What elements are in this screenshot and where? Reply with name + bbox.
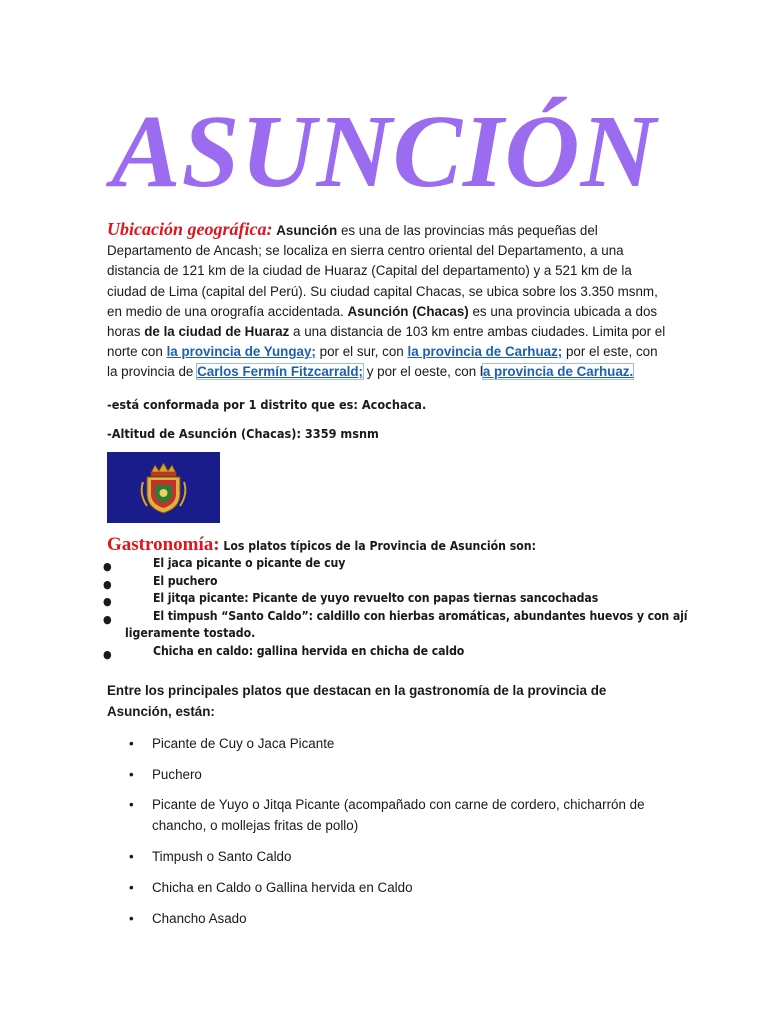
gastronomia-heading: Gastronomía: (107, 534, 220, 555)
link-carlos-fermin-fitzcarrald[interactable]: Carlos Fermín Fitzcarrald; (197, 364, 364, 380)
ubicacion-text-4: es una provincia ubicada a dos horas (107, 303, 658, 340)
link-provincia-carhuaz[interactable]: la provincia de Carhuaz; (407, 344, 563, 360)
gastronomia-item-text: El puchero (153, 573, 218, 588)
ubicacion-text-8: por el este, con la provincia de (107, 344, 658, 380)
bullet-icon: ● (103, 612, 112, 626)
bullet-icon: • (129, 767, 134, 782)
ubicacion-text-1: Asunción (276, 223, 338, 238)
list-item (0, 591, 768, 609)
altitud-line: -Altitud de Asunción (Chacas): 3359 msnm (107, 426, 379, 441)
principales-item-text: Chancho Asado (152, 911, 247, 926)
link-provincia-yungay[interactable]: la provincia de Yungay; (166, 344, 316, 360)
ubicacion-text-5: de la ciudad de Huaraz (144, 324, 290, 340)
list-item (0, 644, 768, 662)
gastronomia-item-text: El jitqa picante: Picante de yuyo revuelto con papas tiernas sancochadas (153, 591, 599, 605)
coat-of-arms-icon (107, 452, 220, 523)
link-provincia-carhuaz-oeste[interactable]: a provincia de Carhuaz. (482, 364, 634, 380)
bullet-icon: ● (103, 647, 112, 661)
ubicacion-text-7: por el sur, con (315, 344, 408, 360)
distrito-line: -está conformada por 1 distrito que es: Acochaca. (107, 397, 427, 412)
ubicacion-text-6: a una distancia de 103 km entre ambas ciudades. Limita por el norte con (107, 324, 666, 360)
gastronomia-item-continuation: ligeramente tostado. (125, 625, 256, 640)
bullet-icon: ● (103, 560, 112, 573)
gastronomia-item-text: Chicha en caldo: gallina hervida en chicha de caldo (153, 643, 465, 658)
list-item (0, 556, 768, 574)
bullet-icon: • (129, 797, 134, 812)
list-item (0, 609, 768, 644)
principales-item-text: Chicha en Caldo o Gallina hervida en Caldo (152, 880, 413, 895)
bullet-icon: • (129, 849, 134, 864)
principales-item-text: Picante de Yuyo o Jitqa Picante (acompañado con carne de cordero, chicharrón de chancho, o mollejas fritas de pollo) (152, 797, 645, 833)
principales-intro: Entre los principales platos que destacan en la gastronomía de la provincia de Asunción, están: (107, 683, 607, 719)
bullet-icon: • (129, 880, 134, 895)
gastronomia-item-text: El timpush “Santo Caldo”: caldillo con hierbas aromáticas, abundantes huevos y con ají (153, 608, 688, 623)
gastronomia-list (0, 556, 768, 661)
bullet-icon: ● (103, 595, 112, 608)
principales-item-text: Timpush o Santo Caldo (152, 849, 292, 864)
bullet-icon: • (129, 911, 134, 926)
ubicacion-heading: Ubicación geográfica: (107, 219, 273, 239)
gastronomia-item-text: El jaca picante o picante de cuy (153, 556, 346, 570)
gastronomia-intro (107, 534, 536, 556)
ubicacion-text-9: y por el oeste, con l (363, 364, 483, 380)
bullet-icon: ● (103, 577, 112, 591)
principales-item-text: Picante de Cuy o Jaca Picante (152, 736, 335, 751)
ubicacion-text-2: es una de las provincias más pequeñas del Departamento de Ancash; se localiza en sierra centro oriental del Departamento, a una distancia de 121 km de la ciudad de Huaraz (Capital del departamento) y a 521 km de la ciudad de Lima (capital del Perú). Su ciudad capital Chacas, se ubica sobre los 3.350 msnm, en medio de una orografía accidentada. (107, 223, 658, 319)
province-flag (107, 452, 220, 523)
ubicacion-text-3: Asunción (Chacas) (347, 303, 469, 319)
gastronomia-intro-text: Los platos típicos de la Provincia de Asunción son: (219, 539, 536, 553)
page-title: ASUNCIÓN (111, 94, 657, 209)
principales-item-text: Puchero (152, 767, 202, 782)
bullet-icon: • (129, 736, 134, 751)
list-item (0, 574, 768, 592)
ubicacion-paragraph (107, 219, 667, 383)
